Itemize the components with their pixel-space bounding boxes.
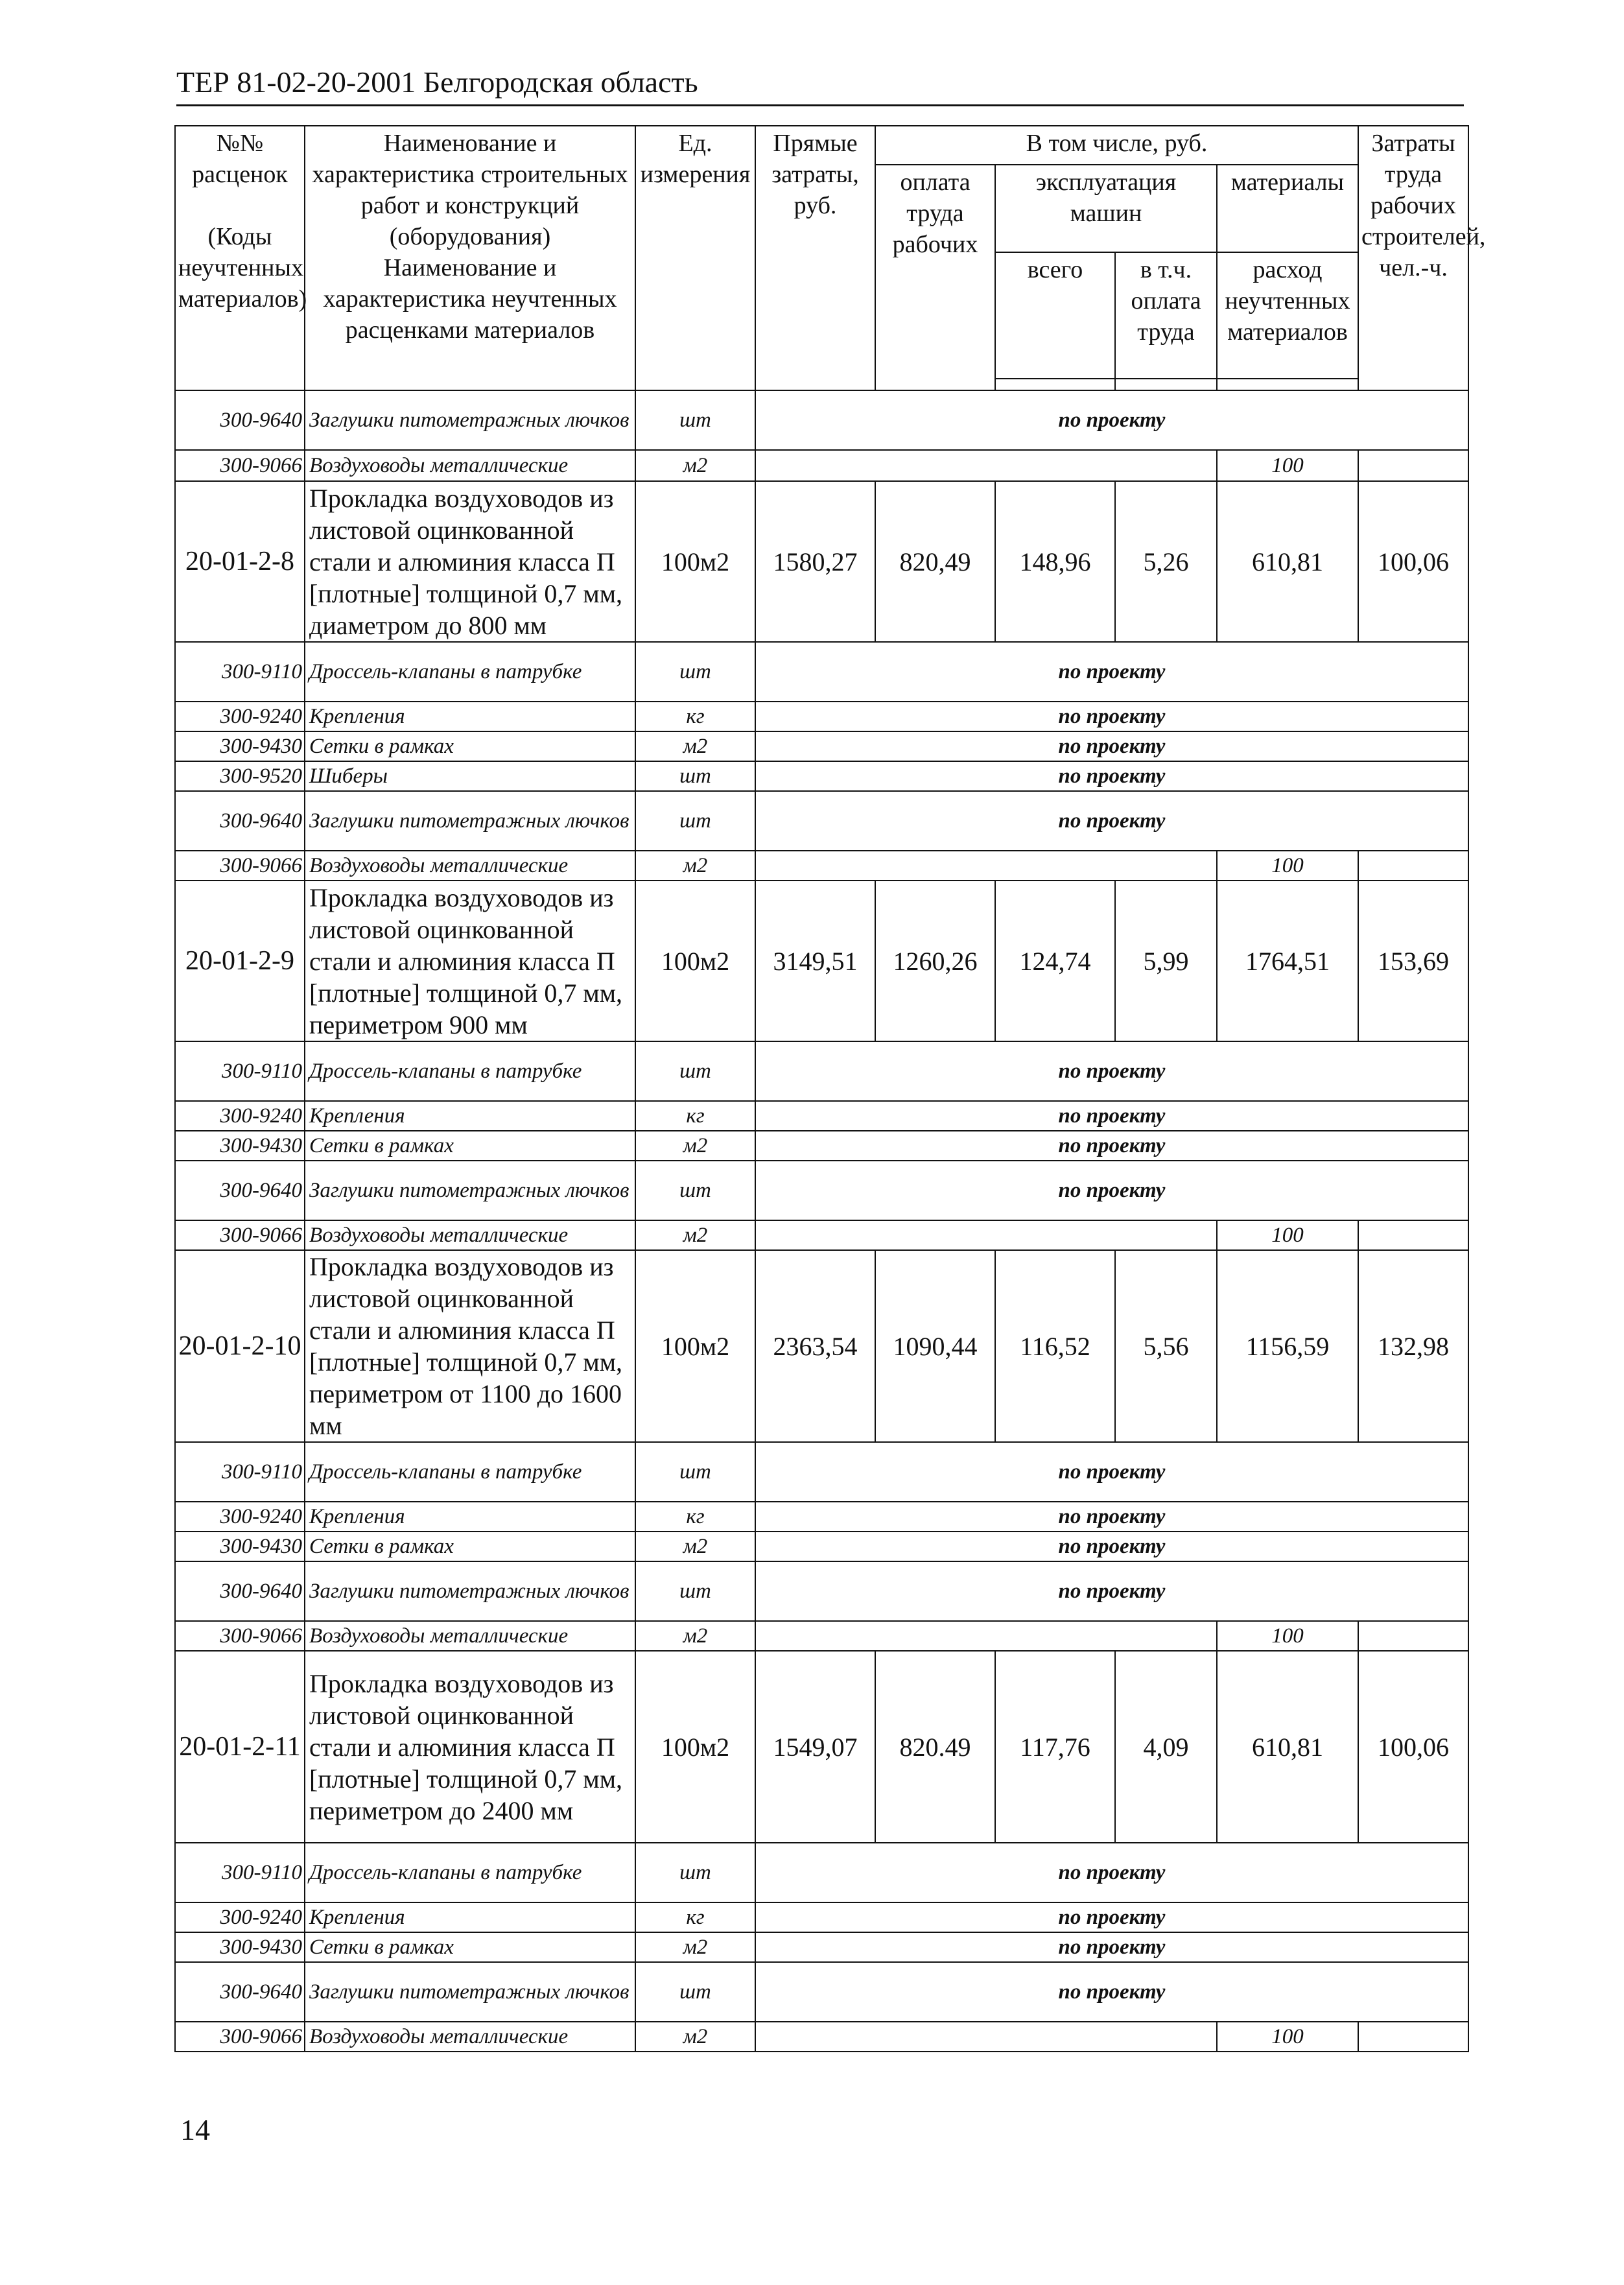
material-unit: шт (635, 791, 755, 851)
material-note: по проекту (755, 1843, 1468, 1902)
material-name: Дроссель-клапаны в патрубке (305, 642, 635, 702)
material-note: по проекту (755, 1962, 1468, 2022)
rate-unit: 100м2 (635, 881, 755, 1041)
material-row (175, 1041, 1468, 1101)
rate-machines-total: 117,76 (995, 1651, 1115, 1843)
rate-direct-costs: 1549,07 (755, 1651, 875, 1843)
rate-code: 20-01-2-9 (175, 881, 305, 1041)
material-unit: м2 (635, 1532, 755, 1561)
including-group-header: В том числе, руб. (875, 126, 1358, 165)
material-row (175, 1442, 1468, 1502)
materials-header: материалы (1217, 165, 1358, 252)
material-row (175, 1561, 1468, 1621)
material-note: по проекту (755, 1532, 1468, 1561)
material-note: по проекту (755, 1902, 1468, 1932)
rate-unit: 100м2 (635, 481, 755, 642)
rate-direct-costs: 1580,27 (755, 481, 875, 642)
material-row (175, 642, 1468, 702)
material-note: по проекту (755, 642, 1468, 702)
rate-name: Прокладка воздуховодов из листовой оцинкованной стали и алюминия класса П [плотные] толщиной 0,7 мм, периметром 900 мм (305, 881, 635, 1041)
header-spacer (995, 379, 1115, 390)
rate-materials: 610,81 (1217, 1651, 1358, 1843)
material-row (175, 761, 1468, 791)
header-rule (176, 104, 1464, 106)
rate-unit: 100м2 (635, 1250, 755, 1442)
material-empty (755, 450, 1217, 481)
rate-name: Прокладка воздуховодов из листовой оцинкованной стали и алюминия класса П [плотные] толщиной 0,7 мм, периметром от 1100 до 1600 мм (305, 1250, 635, 1442)
material-empty (755, 851, 1217, 881)
material-unit: м2 (635, 851, 755, 881)
rate-materials: 1764,51 (1217, 881, 1358, 1041)
material-code: 300-9110 (175, 1442, 305, 1502)
material-unit: м2 (635, 450, 755, 481)
material-name: Воздуховоды металлические (305, 851, 635, 881)
material-code: 300-9640 (175, 1962, 305, 2022)
material-note: по проекту (755, 1932, 1468, 1962)
material-row (175, 731, 1468, 761)
material-row (175, 1902, 1468, 1932)
rate-machines-total: 148,96 (995, 481, 1115, 642)
rate-name: Прокладка воздуховодов из листовой оцинкованной стали и алюминия класса П [плотные] толщиной 0,7 мм, диаметром до 800 мм (305, 481, 635, 642)
header-row (175, 126, 1468, 165)
material-code: 300-9066 (175, 2022, 305, 2052)
material-empty (1358, 1621, 1468, 1651)
material-note: по проекту (755, 1161, 1468, 1220)
material-row (175, 702, 1468, 731)
rate-machines-total: 124,74 (995, 881, 1115, 1041)
material-name: Сетки в рамках (305, 1532, 635, 1561)
rate-name: Прокладка воздуховодов из листовой оцинкованной стали и алюминия класса П [плотные] толщиной 0,7 мм, периметром до 2400 мм (305, 1651, 635, 1843)
material-code: 300-9110 (175, 642, 305, 702)
material-unit: кг (635, 702, 755, 731)
material-unit: шт (635, 761, 755, 791)
material-row (175, 1962, 1468, 2022)
material-code: 300-9430 (175, 1932, 305, 1962)
rates-table (174, 125, 1486, 2052)
material-code: 300-9066 (175, 1621, 305, 1651)
machines-header: эксплуатация машин (995, 165, 1217, 252)
material-unit: кг (635, 1101, 755, 1131)
name-col-header: Наименование и характеристика строительных работ и конструкций (оборудования) Наименование и характеристика неучтенных расценками материалов (305, 126, 635, 390)
material-code: 300-9640 (175, 1561, 305, 1621)
material-code: 300-9640 (175, 390, 305, 450)
material-row (175, 851, 1468, 881)
header-spacer (1115, 379, 1217, 390)
material-name: Заглушки питометражных лючков (305, 390, 635, 450)
rate-machines-labor: 5,99 (1115, 881, 1217, 1041)
rate-machines-total: 116,52 (995, 1250, 1115, 1442)
material-row (175, 1532, 1468, 1561)
material-name: Воздуховоды металлические (305, 2022, 635, 2052)
material-value: 100 (1217, 1621, 1358, 1651)
rate-materials: 1156,59 (1217, 1250, 1358, 1442)
rate-machines-labor: 5,26 (1115, 481, 1217, 642)
material-unit: шт (635, 1161, 755, 1220)
material-code: 300-9110 (175, 1041, 305, 1101)
material-name: Дроссель-клапаны в патрубке (305, 1843, 635, 1902)
material-name: Крепления (305, 1101, 635, 1131)
material-row (175, 791, 1468, 851)
rate-direct-costs: 3149,51 (755, 881, 875, 1041)
material-name: Заглушки питометражных лючков (305, 1161, 635, 1220)
material-empty (1358, 1220, 1468, 1250)
material-unit: шт (635, 642, 755, 702)
material-note: по проекту (755, 761, 1468, 791)
material-unit: м2 (635, 731, 755, 761)
machines-incl-labor-header: в т.ч. оплата труда (1115, 252, 1217, 379)
material-unit: шт (635, 1843, 755, 1902)
rate-code: 20-01-2-10 (175, 1250, 305, 1442)
rate-materials: 610,81 (1217, 481, 1358, 642)
material-name: Крепления (305, 1902, 635, 1932)
material-code: 300-9240 (175, 702, 305, 731)
material-code: 300-9240 (175, 1902, 305, 1932)
rate-labor-pay: 820.49 (875, 1651, 995, 1843)
material-value: 100 (1217, 1220, 1358, 1250)
material-code: 300-9640 (175, 1161, 305, 1220)
code-col-header: №№ расценок (Коды неучтенных материалов) (175, 126, 305, 390)
material-row (175, 390, 1468, 450)
material-note: по проекту (755, 702, 1468, 731)
labor-pay-header: оплата труда рабочих (875, 165, 995, 390)
material-code: 300-9430 (175, 1131, 305, 1161)
material-code: 300-9240 (175, 1101, 305, 1131)
material-code: 300-9066 (175, 851, 305, 881)
rate-row (175, 481, 1468, 642)
rate-machines-labor: 5,56 (1115, 1250, 1217, 1442)
material-unit: м2 (635, 1932, 755, 1962)
material-empty (1358, 2022, 1468, 2052)
material-note: по проекту (755, 1442, 1468, 1502)
material-name: Заглушки питометражных лючков (305, 1962, 635, 2022)
rate-unit: 100м2 (635, 1651, 755, 1843)
material-unit: м2 (635, 1220, 755, 1250)
material-note: по проекту (755, 1101, 1468, 1131)
material-empty (755, 1220, 1217, 1250)
labor-costs-header: Затраты труда рабочих строителей, чел.-ч. (1358, 126, 1468, 390)
direct-costs-header: Прямые затраты, руб. (755, 126, 875, 390)
material-row (175, 1131, 1468, 1161)
material-row (175, 2022, 1468, 2052)
material-unit: шт (635, 390, 755, 450)
material-row (175, 1502, 1468, 1532)
rate-labor-pay: 820,49 (875, 481, 995, 642)
material-unit: шт (635, 1561, 755, 1621)
material-value: 100 (1217, 851, 1358, 881)
rate-labor-hours: 132,98 (1358, 1250, 1468, 1442)
document-header: ТЕР 81-02-20-2001 Белгородская область (176, 65, 698, 99)
material-name: Воздуховоды металлические (305, 450, 635, 481)
material-name: Шиберы (305, 761, 635, 791)
material-empty (755, 1621, 1217, 1651)
material-code: 300-9430 (175, 731, 305, 761)
material-name: Дроссель-клапаны в патрубке (305, 1442, 635, 1502)
material-row (175, 1220, 1468, 1250)
material-code: 300-9066 (175, 450, 305, 481)
header-spacer (1217, 379, 1358, 390)
material-name: Сетки в рамках (305, 1131, 635, 1161)
material-name: Заглушки питометражных лючков (305, 1561, 635, 1621)
rate-row (175, 881, 1468, 1041)
rate-machines-labor: 4,09 (1115, 1651, 1217, 1843)
material-note: по проекту (755, 1502, 1468, 1532)
material-note: по проекту (755, 1041, 1468, 1101)
material-name: Сетки в рамках (305, 731, 635, 761)
material-note: по проекту (755, 791, 1468, 851)
material-note: по проекту (755, 390, 1468, 450)
material-name: Заглушки питометражных лючков (305, 791, 635, 851)
material-code: 300-9240 (175, 1502, 305, 1532)
material-unit: м2 (635, 1621, 755, 1651)
material-note: по проекту (755, 731, 1468, 761)
material-unit: шт (635, 1962, 755, 2022)
rate-labor-hours: 153,69 (1358, 881, 1468, 1041)
material-note: по проекту (755, 1561, 1468, 1621)
rate-row (175, 1651, 1468, 1843)
material-row (175, 1161, 1468, 1220)
material-value: 100 (1217, 2022, 1358, 2052)
rate-labor-hours: 100,06 (1358, 481, 1468, 642)
material-note: по проекту (755, 1131, 1468, 1161)
material-code: 300-9520 (175, 761, 305, 791)
rate-row (175, 1250, 1468, 1442)
material-code: 300-9066 (175, 1220, 305, 1250)
rate-direct-costs: 2363,54 (755, 1250, 875, 1442)
material-code: 300-9430 (175, 1532, 305, 1561)
material-empty (755, 2022, 1217, 2052)
material-unit: кг (635, 1502, 755, 1532)
material-code: 300-9640 (175, 791, 305, 851)
machines-total-header: всего (995, 252, 1115, 379)
material-unit: шт (635, 1041, 755, 1101)
material-name: Воздуховоды металлические (305, 1621, 635, 1651)
material-empty (1358, 851, 1468, 881)
rate-code: 20-01-2-8 (175, 481, 305, 642)
material-row (175, 1932, 1468, 1962)
material-name: Воздуховоды металлические (305, 1220, 635, 1250)
material-name: Крепления (305, 702, 635, 731)
material-name: Сетки в рамках (305, 1932, 635, 1962)
material-name: Дроссель-клапаны в патрубке (305, 1041, 635, 1101)
materials-unaccounted-header: расход неучтенных материалов (1217, 252, 1358, 379)
page-number: 14 (180, 2113, 210, 2146)
material-unit: м2 (635, 2022, 755, 2052)
rate-labor-pay: 1260,26 (875, 881, 995, 1041)
material-row (175, 1843, 1468, 1902)
material-empty (1358, 450, 1468, 481)
material-row (175, 450, 1468, 481)
rate-labor-pay: 1090,44 (875, 1250, 995, 1442)
material-unit: кг (635, 1902, 755, 1932)
material-value: 100 (1217, 450, 1358, 481)
material-unit: м2 (635, 1131, 755, 1161)
material-code: 300-9110 (175, 1843, 305, 1902)
material-name: Крепления (305, 1502, 635, 1532)
material-row (175, 1101, 1468, 1131)
rate-labor-hours: 100,06 (1358, 1651, 1468, 1843)
material-row (175, 1621, 1468, 1651)
material-unit: шт (635, 1442, 755, 1502)
rate-code: 20-01-2-11 (175, 1651, 305, 1843)
unit-col-header: Ед. измерения (635, 126, 755, 390)
